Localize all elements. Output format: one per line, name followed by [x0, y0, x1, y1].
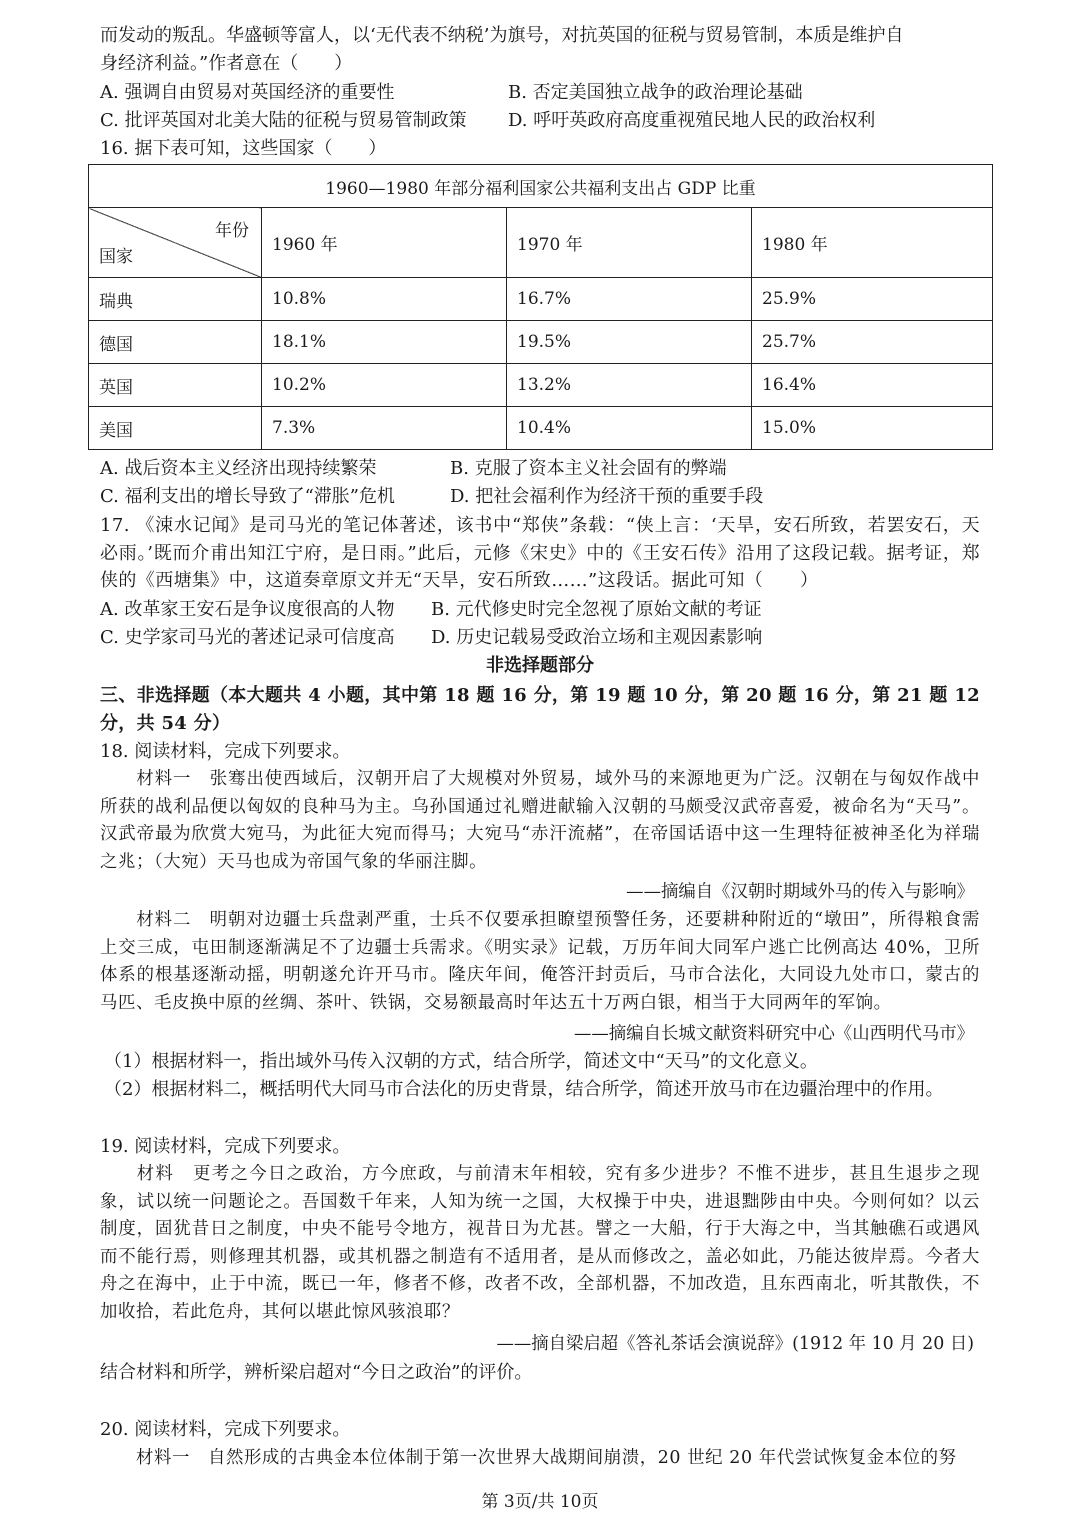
q18-requirement-2: （2）根据材料二，概括明代大同马市合法化的历史背景，结合所学，简述开放马市在边疆治理中的作用。: [104, 1079, 944, 1100]
table-corner-header: [89, 208, 262, 278]
q15-option-c: C. 批评英国对北美大陆的征税与贸易管制政策: [100, 110, 467, 131]
welfare-spending-table: [88, 164, 993, 450]
q19-material-text: 材料 更考之今日之政治，方今庶政，与前清末年相较，究有多少进步？不惟不进步，甚且生退步之现象，试以统一问题论之。吾国数千年来，人知为统一之国，大权操于中央，进退黜陟由中央。今则何如？以云制度，固犹昔日之制度，中央不能号令地方，视昔日为尤甚。譬之一大船，行于大海之中，当其触礁石或遇风而不能行焉，则修理其机器，或其机器之制造有不适用者，是从而修改之，盖必如此，乃能达彼岸焉。今者大舟之在海中，止于中流，既已一年，修者不修，改者不改，全部机器，不加改造，且东西南北，听其散佚，不加收拾，若此危舟，其何以堪此惊风骇浪耶？: [100, 1164, 980, 1322]
row-country: 瑞典: [89, 278, 262, 321]
q19-stem: 19. 阅读材料，完成下列要求。: [100, 1136, 351, 1157]
q15-stem-line1: 而发动的叛乱。华盛顿等富人，以‘无代表不纳税’为旗号，对抗英国的征税与贸易管制，本质是维护自: [100, 25, 904, 46]
cell-value: 15.0%: [752, 407, 993, 450]
q16-option-d: D. 把社会福利作为经济干预的重要手段: [450, 486, 764, 507]
q15-option-a: A. 强调自由贸易对英国经济的重要性: [100, 82, 395, 103]
corner-year-label: 年份: [215, 221, 249, 241]
column-header: 1970 年: [507, 208, 752, 278]
q20-stem: 20. 阅读材料，完成下列要求。: [100, 1419, 351, 1440]
table-row: [89, 278, 993, 321]
q16-option-c: C. 福利支出的增长导致了“滞胀”危机: [100, 486, 395, 507]
table-title: 1960—1980 年部分福利国家公共福利支出占 GDP 比重: [89, 165, 993, 208]
cell-value: 13.2%: [507, 364, 752, 407]
cell-value: 18.1%: [262, 321, 507, 364]
q20-material-1-start: 材料一 自然形成的古典金本位体制于第一次世界大战期间崩溃，20 世纪 20 年代尝试恢复金本位的努: [136, 1448, 957, 1468]
q18-source-2: ——摘编自长城文献资料研究中心《山西明代马市》: [574, 1024, 974, 1044]
cell-value: 10.4%: [507, 407, 752, 450]
section-heading: 非选择题部分: [486, 655, 594, 676]
q18-material-2: [100, 907, 980, 1017]
table-row: [89, 321, 993, 364]
q15-stem-line2: 身经济利益。”作者意在（ ）: [100, 53, 353, 74]
cell-value: 10.8%: [262, 278, 507, 321]
column-header: 1960 年: [262, 208, 507, 278]
q17-option-c: C. 史学家司马光的著述记录可信度高: [100, 627, 395, 648]
q16-stem: 16. 据下表可知，这些国家（ ）: [100, 138, 387, 159]
q18-source-1: ——摘编自《汉朝时期域外马的传入与影响》: [626, 882, 974, 902]
row-country: 美国: [89, 407, 262, 450]
q17-option-a: A. 改革家王安石是争议度很高的人物: [100, 599, 395, 620]
cell-value: 16.7%: [507, 278, 752, 321]
q18-material-1-text: 材料一 张骞出使西域后，汉朝开启了大规模对外贸易，域外马的来源地更为广泛。汉朝在与匈奴作战中所获的战利品便以匈奴的良种马为主。乌孙国通过礼赠进献输入汉朝的马颇受汉武帝喜爱，被命名为“天马”。汉武帝最为欣赏大宛马，为此征大宛而得马；大宛马“赤汗流赭”，在帝国话语中这一生理特征被神圣化为祥瑞之兆；（大宛）天马也成为帝国气象的华丽注脚。: [100, 769, 980, 872]
q17-option-b: B. 元代修史时完全忽视了原始文献的考证: [431, 599, 762, 620]
cell-value: 10.2%: [262, 364, 507, 407]
cell-value: 19.5%: [507, 321, 752, 364]
q18-material-2-text: 材料二 明朝对边疆士兵盘剥严重，士兵不仅要承担瞭望预警任务，还要耕种附近的“墩田”，所得粮食需上交三成，屯田制逐渐满足不了边疆士兵需求。《明实录》记载，万历年间大同军户逃亡比例高达 40%，卫所体系的根基逐渐动摇，明朝遂允许开马市。隆庆年间，俺答汗封贡后，马市合法化，大同设九处市口，蒙古的马匹、毛皮换中原的丝绸、茶叶、铁锅，交易额最高时年达五十万两白银，相当于大同两年的军饷。: [100, 910, 980, 1013]
column-header: 1980 年: [752, 208, 993, 278]
row-country: 德国: [89, 321, 262, 364]
q19-source: ——摘自梁启超《答礼茶话会演说辞》(1912 年 10 月 20 日): [496, 1334, 974, 1354]
cell-value: 16.4%: [752, 364, 993, 407]
section-title: 三、非选择题（本大题共 4 小题，其中第 18 题 16 分，第 19 题 10 分，第 20 题 16 分，第 21 题 12 分，共 54 分）: [100, 685, 980, 734]
q15-option-b: B. 否定美国独立战争的政治理论基础: [508, 82, 803, 103]
row-country: 英国: [89, 364, 262, 407]
q17-option-d: D. 历史记载易受政治立场和主观因素影响: [431, 627, 763, 648]
page-number: 第 3页/共 10页: [481, 1492, 599, 1512]
q19-material: [100, 1161, 980, 1327]
cell-value: 25.7%: [752, 321, 993, 364]
q19-requirement: 结合材料和所学，辨析梁启超对“今日之政治”的评价。: [100, 1362, 533, 1383]
q18-requirement-1: （1）根据材料一，指出域外马传入汉朝的方式，结合所学，简述文中“天马”的文化意义。: [104, 1051, 818, 1072]
table-row: [89, 407, 993, 450]
corner-country-label: 国家: [99, 247, 133, 267]
cell-value: 7.3%: [262, 407, 507, 450]
q15-option-d: D. 呼吁英政府高度重视殖民地人民的政治权利: [508, 110, 876, 131]
cell-value: 25.9%: [752, 278, 993, 321]
q16-option-b: B. 克服了资本主义社会固有的弊端: [450, 458, 727, 479]
q18-material-1: [100, 766, 980, 876]
table-row: [89, 364, 993, 407]
q17-stem: 17. 《涑水记闻》是司马光的笔记体著述，该书中“郑侠”条载：“侠上言：‘天旱，安石所致，若罢安石，天必雨。’既而介甫出知江宁府，是日雨。”此后，元修《宋史》中的《王安石传》沿用了这段记载。据考证，郑侠的《西塘集》中，这道奏章原文并无“天旱，安石所致……”这段话。据此可知（ ）: [100, 515, 980, 592]
q18-stem: 18. 阅读材料，完成下列要求。: [100, 741, 351, 762]
q16-option-a: A. 战后资本主义经济出现持续繁荣: [100, 458, 377, 479]
